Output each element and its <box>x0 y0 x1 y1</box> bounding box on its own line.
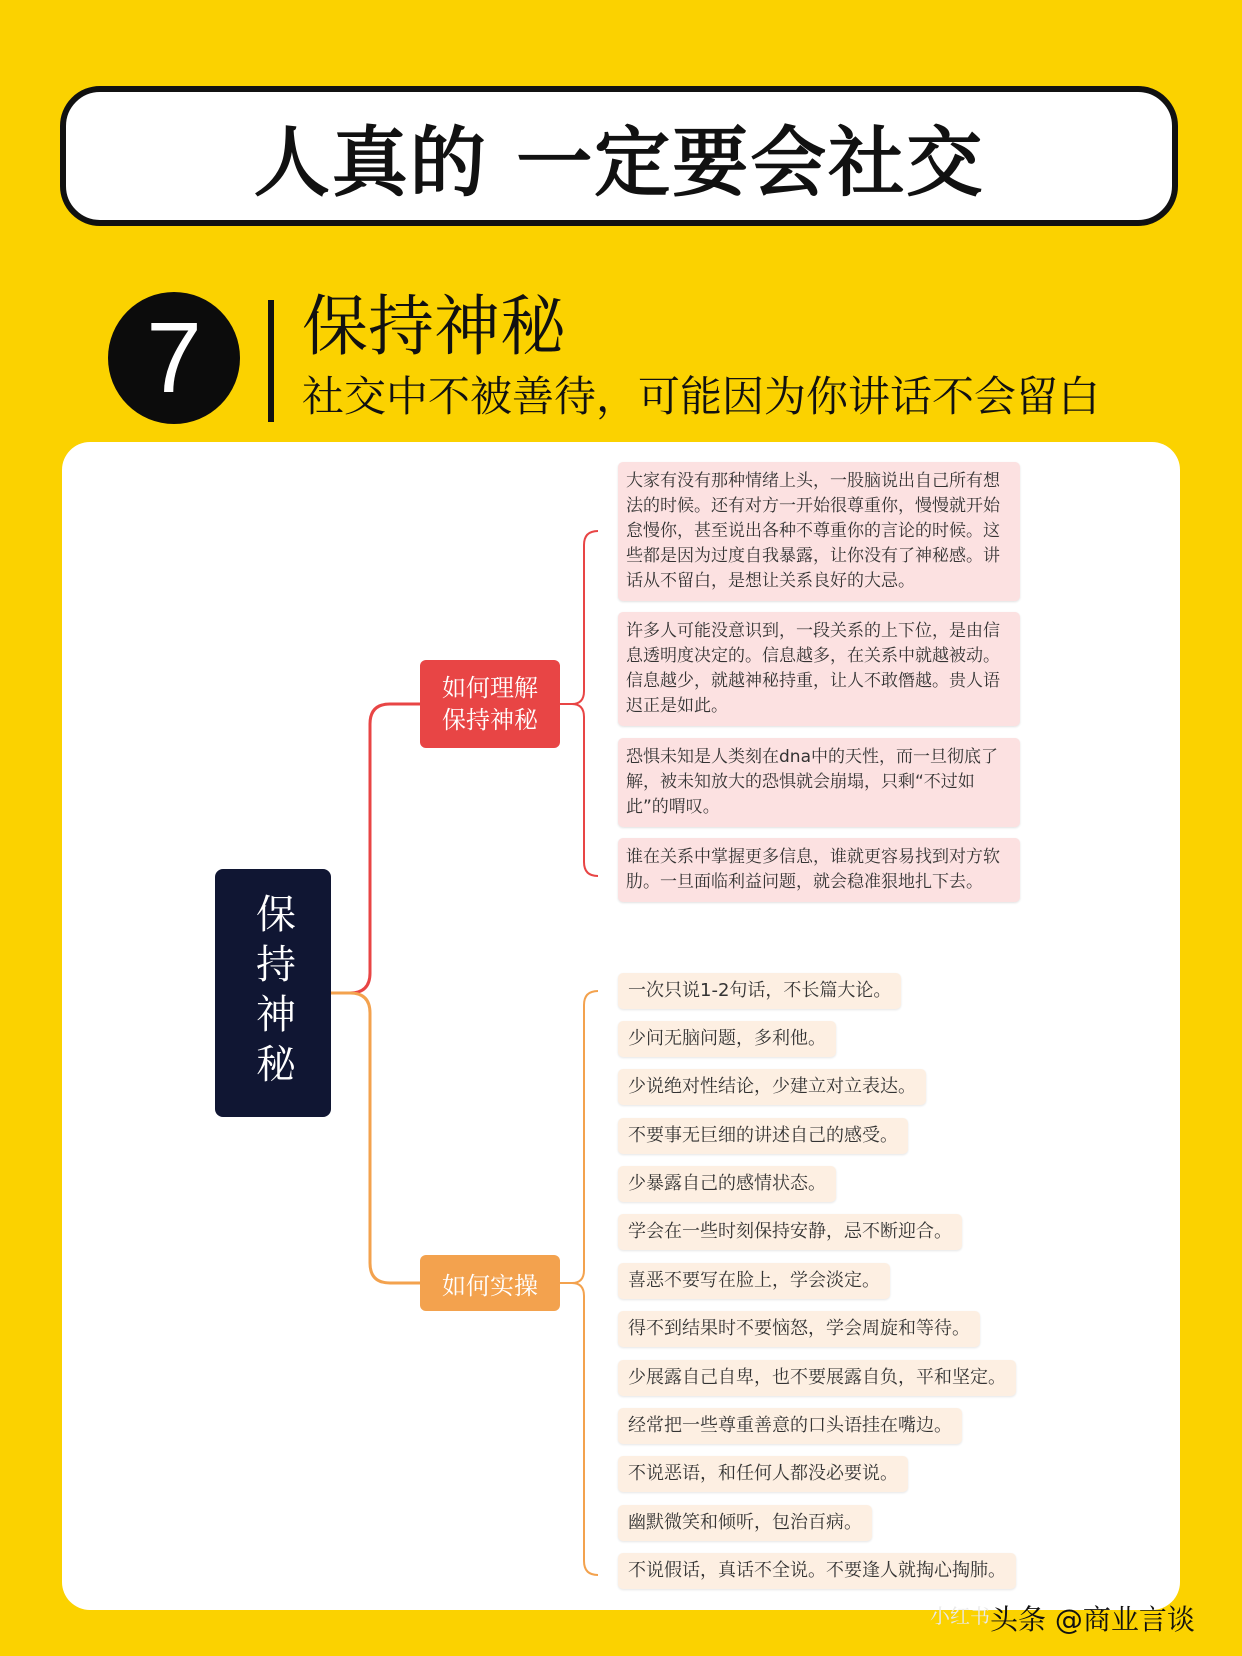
leaf-practice-4: 不要事无巨细的讲述自己的感受。 <box>618 1118 908 1154</box>
section-subtitle: 社交中不被善待，可能因为你讲话不会留白 <box>302 372 1101 421</box>
branch-understand <box>420 660 560 748</box>
leaf-practice-13: 不说假话，真话不全说。不要逢人就掏心掏肺。 <box>618 1553 1016 1589</box>
leaf-practice-11: 不说恶语，和任何人都没必要说。 <box>618 1456 908 1492</box>
leaf-practice-8: 得不到结果时不要恼怒，学会周旋和等待。 <box>618 1311 980 1347</box>
leaf-practice-10: 经常把一些尊重善意的口头语挂在嘴边。 <box>618 1408 962 1444</box>
connector-root-orange <box>331 993 420 1283</box>
leaf-understand-3: 恐惧未知是人类刻在dna中的天性，而一旦彻底了解，被未知放大的恐惧就会崩塌，只剩“不过如此”的喟叹。 <box>618 738 1020 827</box>
faint-watermark: 小红书 <box>930 1604 990 1628</box>
leaf-practice-6: 学会在一些时刻保持安静，忌不断迎合。 <box>618 1214 962 1250</box>
branch-practice <box>420 1255 560 1311</box>
leaf-understand-4: 谁在关系中掌握更多信息，谁就更容易找到对方软肋。一旦面临利益问题，就会稳准狠地扎下去。 <box>618 838 1020 902</box>
branch-label: 如何理解 保持神秘 <box>442 674 538 734</box>
connector-root-red <box>331 704 420 993</box>
root-label: 保持神秘 <box>249 893 296 1093</box>
mindmap-root-node <box>215 869 331 1117</box>
source-watermark: 头条 @商业言谈 <box>990 1603 1195 1636</box>
leaf-practice-3: 少说绝对性结论，少建立对立表达。 <box>618 1069 926 1105</box>
leaf-understand-2: 许多人可能没意识到，一段关系的上下位，是由信息透明度决定的。信息越多，在关系中就越被动。信息越少，就越神秘持重，让人不敢僭越。贵人语迟正是如此。 <box>618 612 1020 726</box>
leaf-practice-12: 幽默微笑和倾听，包治百病。 <box>618 1505 872 1541</box>
section-number: 7 <box>146 301 202 414</box>
leaf-practice-1: 一次只说1-2句话，不长篇大论。 <box>618 973 901 1009</box>
section-title: 保持神秘 <box>302 288 566 365</box>
branch-label: 如何实操 <box>442 1271 538 1300</box>
leaf-practice-7: 喜恶不要写在脸上，学会淡定。 <box>618 1263 890 1299</box>
leaf-practice-5: 少暴露自己的感情状态。 <box>618 1166 836 1202</box>
leaf-understand-1: 大家有没有那种情绪上头，一股脑说出自己所有想法的时候。还有对方一开始很尊重你，慢慢就开始怠慢你，甚至说出各种不尊重你的言论的时候。这些都是因为过度自我暴露，让你没有了神秘感。讲话从不留白，是想让关系良好的大忌。 <box>618 462 1020 601</box>
leaf-practice-2: 少问无脑问题，多利他。 <box>618 1021 836 1057</box>
bracket-orange <box>560 991 598 1575</box>
page-title: 人真的 一定要会社交 <box>253 117 985 207</box>
leaf-practice-9: 少展露自己自卑，也不要展露自负，平和坚定。 <box>618 1360 1016 1396</box>
bracket-red <box>560 531 598 876</box>
